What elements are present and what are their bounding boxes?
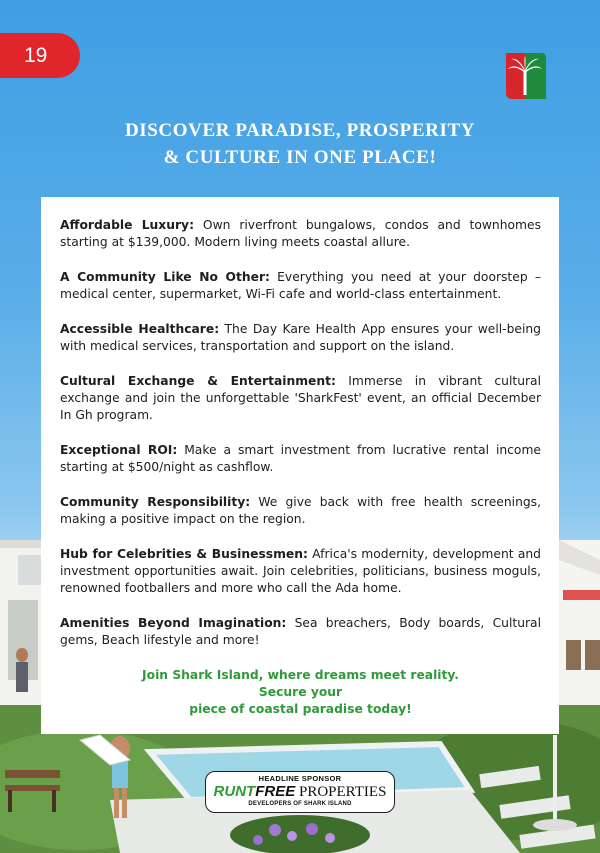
- headline-line-2: & CULTURE IN ONE PLACE!: [163, 147, 437, 168]
- feature-title: Amenities Beyond Imagination:: [60, 616, 287, 630]
- feature-text: Everything you need at your doorstep – medical center, supermarket, Wi-Fi cafe and world-class entertainment.: [60, 270, 541, 301]
- sponsor-brand-logo: [206, 783, 394, 801]
- feature-community-responsibility: [60, 494, 541, 528]
- sponsor-subtitle: DEVELOPERS OF SHARK ISLAND: [248, 801, 352, 807]
- bench: [5, 770, 60, 778]
- feature-celebrity-hub: [60, 546, 541, 597]
- headline-line-1: DISCOVER PARADISE, PROSPERITY: [124, 120, 476, 141]
- headline-sponsor-badge: [205, 771, 395, 813]
- page-number-tab: [0, 33, 80, 78]
- feature-text: Immerse in vibrant cultural exchange and join the unforgettable 'SharkFest' event, an official December In Gh program.: [60, 374, 541, 422]
- cta-line-1: Join Shark Island, where dreams meet reality. Secure your: [142, 668, 459, 699]
- feature-text: Sea breachers, Body boards, Cultural gems, Beach lifestyle and more!: [60, 616, 541, 647]
- page-headline: [0, 117, 600, 171]
- feature-community: [60, 269, 541, 303]
- brand-runt: RUNT: [213, 783, 256, 800]
- feature-title: Community Responsibility:: [60, 495, 251, 509]
- sponsor-label: HEADLINE SPONSOR: [258, 774, 342, 783]
- feature-title: Affordable Luxury:: [60, 218, 194, 232]
- feature-title: Accessible Healthcare:: [60, 322, 220, 336]
- call-to-action: [60, 667, 541, 718]
- page-number: 19: [24, 43, 48, 67]
- feature-text: Make a smart investment from lucrative rental income starting at $500/night as cashflow.: [60, 443, 541, 474]
- features-card: [41, 197, 559, 734]
- feature-cultural-exchange: [60, 373, 541, 424]
- feature-healthcare: [60, 321, 541, 355]
- feature-text: The Day Kare Health App ensures your well-being with medical services, transportation and support on the island.: [60, 322, 541, 353]
- feature-amenities: [60, 615, 541, 649]
- brand-free: FREE: [255, 783, 296, 800]
- brand-properties: PROPERTIES: [295, 784, 387, 800]
- feature-title: Hub for Celebrities & Businessmen:: [60, 547, 308, 561]
- feature-text: We give back with free health screenings, making a positive impact on the region.: [60, 495, 541, 526]
- feature-title: Cultural Exchange & Entertainment:: [60, 374, 336, 388]
- feature-text: Own riverfront bungalows, condos and townhomes starting at $139,000. Modern living meets coastal allure.: [60, 218, 541, 249]
- feature-text: Africa's modernity, development and investment opportunities await. Join celebrities, politicians, business moguls, renowned footballers and more who call the Ada home.: [60, 547, 541, 595]
- feature-roi: [60, 442, 541, 476]
- feature-title: Exceptional ROI:: [60, 443, 178, 457]
- feature-affordable-luxury: [60, 217, 541, 251]
- cta-line-2: piece of coastal paradise today!: [189, 702, 412, 716]
- palm-tree-flag-logo: [502, 51, 548, 101]
- feature-title: A Community Like No Other:: [60, 270, 270, 284]
